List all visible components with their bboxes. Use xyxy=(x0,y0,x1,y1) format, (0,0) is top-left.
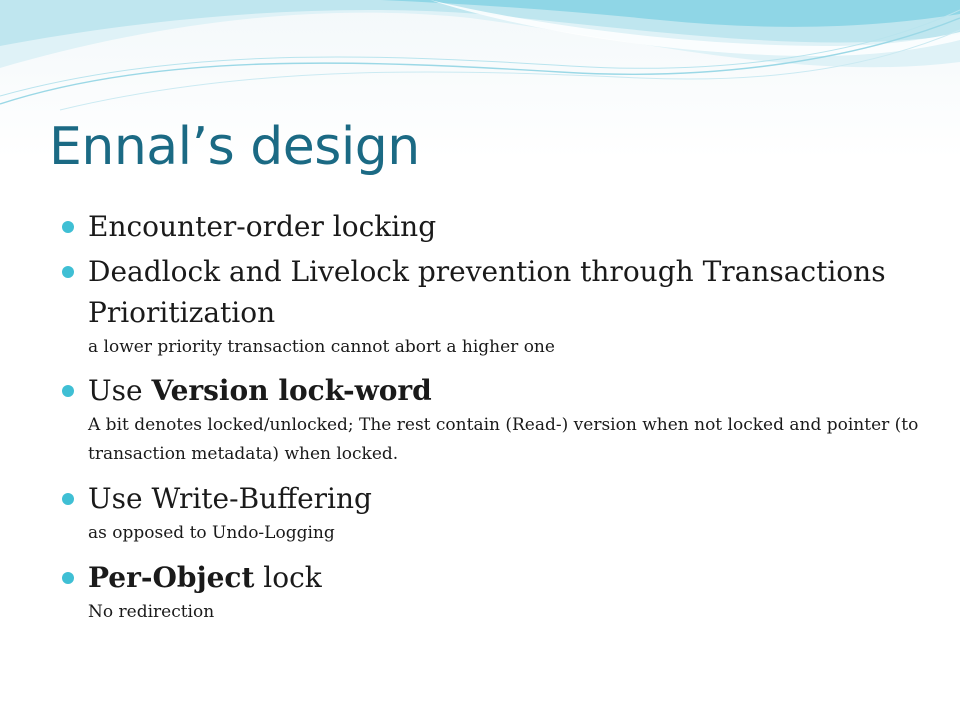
bullet-main-text xyxy=(88,206,928,247)
bullet-text-before: Use Write-Buffering xyxy=(88,482,372,515)
bullet-text-before: Encounter-order locking xyxy=(88,210,437,243)
bullet-dot-icon xyxy=(62,572,74,584)
bullet-dot-icon xyxy=(62,493,74,505)
bullet-main-text xyxy=(88,370,928,411)
bullet-text-after: lock xyxy=(254,561,322,594)
bullet-item xyxy=(58,251,928,362)
bullet-text-bold: Per-Object xyxy=(88,561,255,594)
bullet-main-text xyxy=(88,251,928,333)
bullet-dot-icon xyxy=(62,385,74,397)
header-wave-decoration xyxy=(0,0,960,130)
bullet-dot-icon xyxy=(62,221,74,233)
bullet-main-text xyxy=(88,478,928,519)
bullet-item xyxy=(58,557,928,627)
slide-title: Ennal’s design xyxy=(49,117,420,177)
bullet-item xyxy=(58,370,928,469)
bullet-sub-text: as opposed to Undo-Logging xyxy=(88,523,335,543)
bullet-sub-text: a lower priority transaction cannot abort a higher one xyxy=(88,337,555,357)
bullet-sub-text: No redirection xyxy=(88,602,215,622)
bullet-item xyxy=(58,206,928,247)
bullet-text-bold: Version lock-word xyxy=(151,374,432,407)
bullet-text-before: Deadlock and Livelock prevention through Transactions Prioritization xyxy=(88,255,886,329)
bullet-dot-icon xyxy=(62,266,74,278)
bullet-text-before: Use xyxy=(88,374,152,407)
bullet-sub-text: A bit denotes locked/unlocked; The rest contain (Read-) version when not locked and pointer (to transaction metadata) when locked. xyxy=(88,415,919,464)
bullet-item xyxy=(58,478,928,548)
bullet-list xyxy=(58,206,928,627)
bullet-main-text xyxy=(88,557,928,598)
